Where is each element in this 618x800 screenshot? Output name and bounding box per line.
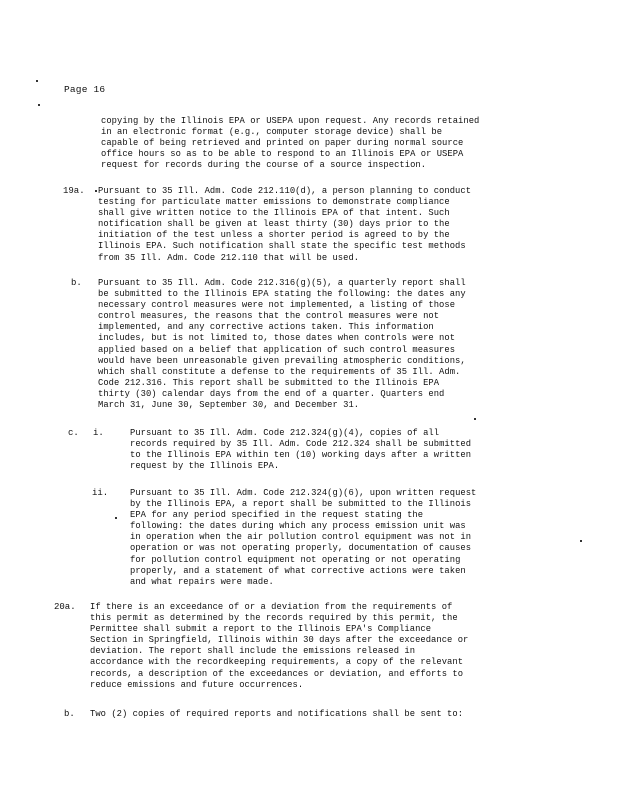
text-line: operation or was not operating properly, documentation of causes	[130, 543, 472, 554]
text-line: notification shall be given at least thirty (30) days prior to the	[98, 219, 450, 230]
scan-speck	[95, 190, 97, 192]
text-line: Pursuant to 35 Ill. Adm. Code 212.324(g)(4), copies of all	[130, 428, 440, 438]
text-line: in operation when the air pollution control equipment was not in	[130, 532, 472, 543]
text-line: implemented, and any corrective actions taken. This information	[98, 322, 434, 333]
text-line: March 31, June 30, September 30, and December 31.	[98, 400, 360, 411]
text-line: necessary control measures were not implemented, a listing of those	[98, 300, 456, 311]
text-line: from 35 Ill. Adm. Code 212.110 that will be used.	[98, 252, 360, 263]
scan-speck	[38, 104, 40, 106]
scan-speck	[580, 540, 582, 542]
text-line: request for records during the course of a source inspection.	[101, 160, 427, 171]
text-line: which shall constitute a defense to the requirements of 35 Ill. Adm.	[98, 366, 461, 377]
page-number: Page 16	[64, 84, 106, 95]
item-label-19a: 19a.	[63, 186, 85, 196]
paragraph-20b	[90, 709, 463, 720]
text-line: Illinois EPA. Such notification shall state the specific test methods	[98, 241, 466, 252]
text-line: in an electronic format (e.g., computer storage device) shall be	[101, 127, 443, 138]
item-label-19c: c.	[68, 428, 79, 438]
text-line: deviation. The report shall include the emissions released in	[90, 646, 416, 657]
item-label-20a: 20a.	[54, 602, 76, 612]
scan-speck	[36, 80, 38, 82]
text-line: control measures, the reasons that the control measures were not	[98, 311, 440, 322]
text-line: accordance with the recordkeeping requirements, a copy of the relevant	[90, 657, 464, 668]
paragraph-19c-ii	[130, 488, 476, 588]
text-line: reduce emissions and future occurrences.	[90, 679, 304, 690]
text-line: records required by 35 Ill. Adm. Code 212.324 shall be submitted	[130, 439, 472, 450]
text-line: capable of being retrieved and printed on paper during normal source	[101, 138, 464, 149]
text-line: properly, and a statement of what corrective actions were taken	[130, 565, 466, 576]
item-sublabel-ii: ii.	[92, 488, 109, 498]
text-line: shall give written notice to the Illinois EPA of that intent. Such	[98, 208, 450, 219]
paragraph-19a	[98, 186, 471, 264]
text-line: includes, but is not limited to, those dates when controls were not	[98, 333, 456, 344]
text-line: by the Illinois EPA, a report shall be submitted to the Illinois	[130, 499, 472, 510]
paragraph-19c-i	[130, 428, 471, 472]
text-line: request by the Illinois EPA.	[130, 461, 280, 472]
text-line: EPA for any period specified in the request stating the	[130, 510, 424, 521]
scan-speck	[115, 517, 117, 519]
paragraph-20a	[90, 602, 468, 691]
text-line: applied based on a belief that application of such control measures	[98, 344, 456, 355]
text-line: following: the dates during which any process emission unit was	[130, 521, 466, 532]
text-line: thirty (30) calendar days from the end of a quarter. Quarters end	[98, 388, 445, 399]
scan-speck	[474, 418, 476, 420]
continuation-paragraph	[101, 116, 479, 171]
text-line: be submitted to the Illinois EPA stating the following: the dates any	[98, 289, 466, 300]
text-line: copying by the Illinois EPA or USEPA upon request. Any records retained	[101, 116, 480, 126]
paragraph-19b	[98, 278, 466, 411]
text-line: Permittee shall submit a report to the Illinois EPA's Compliance	[90, 624, 432, 635]
text-line: would have been unreasonable given prevailing atmospheric conditions,	[98, 355, 466, 366]
text-line: to the Illinois EPA within ten (10) working days after a written	[130, 450, 472, 461]
text-line: Pursuant to 35 Ill. Adm. Code 212.110(d), a person planning to conduct	[98, 186, 472, 196]
item-label-20b: b.	[64, 709, 75, 719]
item-sublabel-i: i.	[93, 428, 104, 438]
text-line: this permit as determined by the records required by this permit, the	[90, 613, 458, 624]
text-line: Section in Springfield, Illinois within 30 days after the exceedance or	[90, 635, 469, 646]
text-line: Pursuant to 35 Ill. Adm. Code 212.324(g)(6), upon written request	[130, 488, 477, 498]
text-line: for pollution control equipment not operating or not operating	[130, 554, 461, 565]
text-line: If there is an exceedance of or a deviation from the requirements of	[90, 602, 453, 612]
text-line: records, a description of the exceedances or deviation, and efforts to	[90, 668, 464, 679]
text-line: Pursuant to 35 Ill. Adm. Code 212.316(g)(5), a quarterly report shall	[98, 278, 466, 288]
text-line: Code 212.316. This report shall be submitted to the Illinois EPA	[98, 377, 440, 388]
text-line: and what repairs were made.	[130, 576, 274, 587]
text-line: initiation of the test unless a shorter period is agreed to by the	[98, 230, 450, 241]
text-line: testing for particulate matter emissions to demonstrate compliance	[98, 197, 450, 208]
text-line: office hours so as to be able to respond to an Illinois EPA or USEPA	[101, 149, 464, 160]
item-label-19b: b.	[71, 278, 82, 288]
text-line: Two (2) copies of required reports and notifications shall be sent to:	[90, 709, 464, 719]
